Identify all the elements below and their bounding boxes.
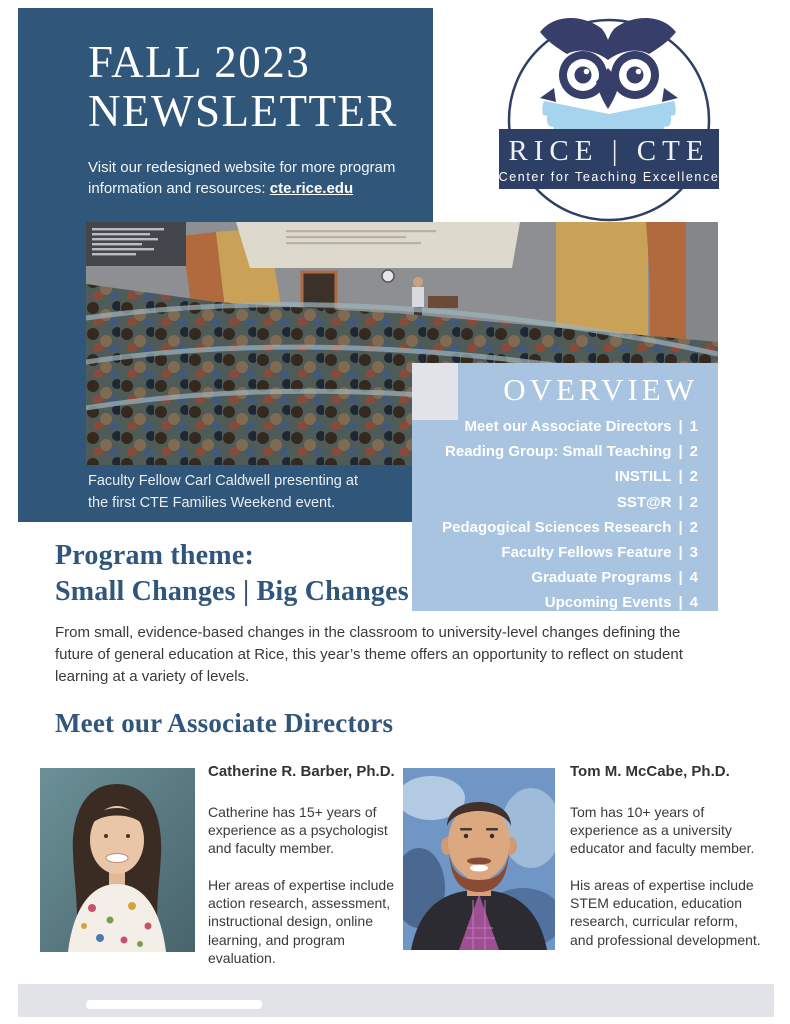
toc-item-faculty-fellows[interactable]: [442, 540, 698, 565]
toc-item-upcoming-events[interactable]: [442, 590, 698, 615]
toc-separator: |: [678, 468, 683, 486]
toc-item-pedagogical-research[interactable]: [442, 515, 698, 540]
toc-page: 1: [689, 418, 698, 435]
rice-cte-logo: [488, 8, 728, 222]
toc-label: Faculty Fellows Feature: [501, 544, 672, 562]
profile-catherine-para2: Her areas of expertise include action research, assessment, instructional design, online learning, and program evaluation.: [208, 877, 394, 966]
toc-item-instill[interactable]: [442, 464, 698, 489]
toc-separator: |: [678, 569, 683, 587]
toc-separator: |: [678, 418, 683, 435]
photo-caption-line1: Faculty Fellow Carl Caldwell presenting at: [88, 473, 358, 489]
toc-separator: |: [678, 594, 683, 612]
toc-label: SST@R: [616, 493, 672, 511]
profile-tom-para1: Tom has 10+ years of experience as a university educator and faculty member.: [570, 803, 755, 856]
tom-portrait-image: [403, 768, 555, 950]
directors-section-heading: Meet our Associate Directors: [55, 708, 394, 738]
program-theme-heading: [55, 538, 409, 610]
owl-book-logo-icon: [488, 8, 728, 222]
toc-page: 3: [689, 544, 698, 562]
profile-catherine: [208, 762, 404, 986]
masthead-subtitle-text: Visit our redesigned website for more program information and resources:: [88, 159, 396, 197]
toc-label: Reading Group: Small Teaching: [445, 443, 672, 461]
toc-item-sstar[interactable]: [442, 490, 698, 515]
next-page-header-bar: [18, 984, 774, 1017]
overview-title: OVERVIEW: [503, 372, 698, 407]
program-theme-line1: Program theme:: [55, 540, 254, 571]
website-link[interactable]: cte.rice.edu: [269, 179, 354, 197]
profile-tom: [570, 762, 762, 968]
next-page-header-strip: [86, 1000, 262, 1009]
toc-page: 4: [689, 594, 698, 612]
overview-toc: [442, 414, 698, 616]
overview-corner-square: [412, 363, 458, 420]
owl-icon: [540, 18, 678, 109]
toc-item-graduate-programs[interactable]: [442, 565, 698, 590]
logo-tagline: Center for Teaching Excellence: [498, 170, 720, 184]
portrait-catherine-photo: [40, 768, 195, 952]
logo-wordmark: RICE | CTE: [508, 135, 710, 167]
toc-item-reading-group[interactable]: [442, 439, 698, 464]
toc-label: Graduate Programs: [531, 569, 672, 587]
photo-caption: [88, 471, 358, 515]
toc-item-associate-directors[interactable]: [442, 414, 698, 439]
profile-tom-name: Tom M. McCabe, Ph.D.: [570, 763, 730, 780]
newsletter-title-line1: FALL 2023: [88, 37, 311, 87]
toc-page: 4: [689, 569, 698, 587]
toc-page: 2: [689, 443, 698, 461]
toc-label: INSTILL: [614, 468, 672, 486]
toc-separator: |: [678, 493, 683, 511]
photo-caption-line2: the first CTE Families Weekend event.: [88, 494, 336, 511]
toc-label: Upcoming Events: [544, 594, 672, 612]
catherine-portrait-image: [40, 768, 195, 952]
toc-separator: |: [678, 544, 683, 562]
toc-page: 2: [689, 493, 698, 511]
program-theme-line2: Small Changes | Big Changes: [55, 575, 409, 607]
toc-page: 2: [689, 518, 698, 536]
newsletter-title-line2: NEWSLETTER: [88, 85, 398, 136]
profile-catherine-name: Catherine R. Barber, Ph.D.: [208, 763, 395, 780]
program-theme-body: From small, evidence-based changes in the classroom to university-level changes defining the future of general education at Rice, this year’s theme offers an opportunity to reflect on student learning at a variety of levels.: [55, 624, 683, 685]
toc-label: Pedagogical Sciences Research: [442, 518, 672, 536]
overview-box: [412, 363, 718, 611]
profile-tom-para2: His areas of expertise include STEM education, education research, curricular reform, and professional development.: [570, 877, 761, 948]
masthead-subtitle: [88, 158, 418, 199]
profile-catherine-para1: Catherine has 15+ years of experience as a psychologist and faculty member.: [208, 803, 388, 856]
newsletter-title: [88, 38, 398, 135]
toc-separator: |: [678, 443, 683, 461]
portrait-tom-photo: [403, 768, 555, 950]
toc-page: 2: [689, 468, 698, 486]
toc-separator: |: [678, 518, 683, 536]
toc-label: Meet our Associate Directors: [464, 418, 672, 435]
